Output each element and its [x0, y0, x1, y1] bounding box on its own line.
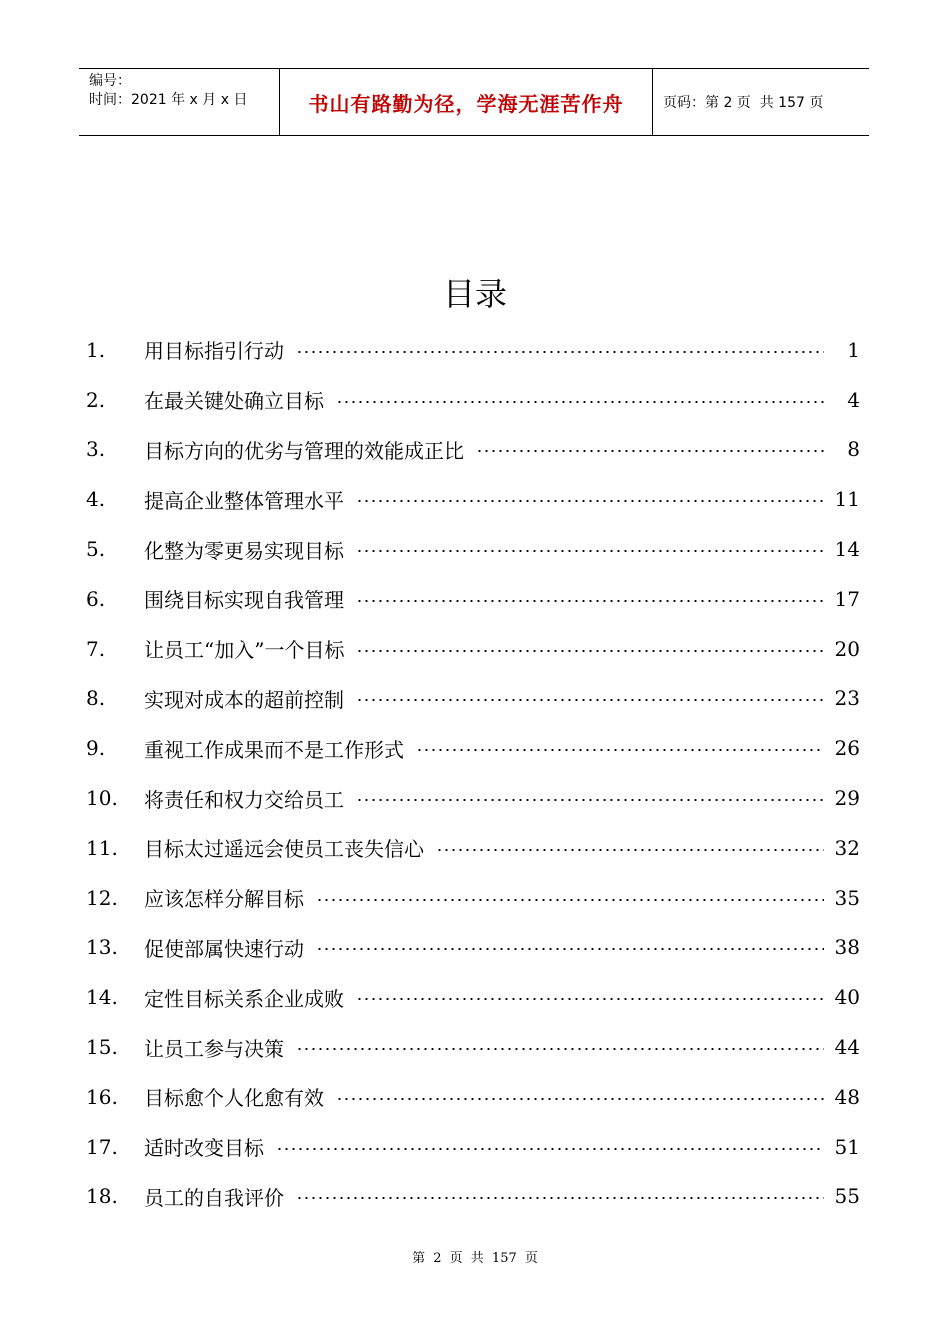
toc-entry-page: 29: [834, 786, 860, 811]
toc-entry-page: 32: [834, 835, 860, 860]
toc-entry-title: 定性目标关系企业成败: [144, 986, 344, 1011]
toc-entry[interactable]: [86, 325, 860, 375]
toc-entry-title: 提高企业整体管理水平: [144, 488, 344, 513]
toc-entry-number: 4.: [86, 487, 106, 512]
toc-title: 目录: [442, 275, 507, 313]
header-motto: 书山有路勤为径，学海无涯苦作舟: [280, 69, 653, 135]
page-footer: 第 2 页 共 157 页: [412, 1251, 538, 1266]
toc-leader-dots: [336, 401, 824, 403]
toc-entry-page: 48: [834, 1084, 860, 1109]
toc-entry[interactable]: [86, 375, 860, 425]
toc-entry-number: 11.: [86, 835, 118, 860]
toc-entry-number: 13.: [86, 935, 118, 960]
toc-entry-title: 化整为零更易实现目标: [144, 538, 344, 563]
toc-entry-number: 3.: [86, 437, 106, 462]
toc-entry[interactable]: [86, 723, 860, 773]
document-time-label: 时间：2021 年 x 月 x 日: [89, 92, 248, 108]
toc-entry-number: 8.: [86, 686, 106, 711]
toc-entry-page: 51: [834, 1134, 860, 1159]
toc-entry-number: 6.: [86, 586, 106, 611]
toc-entry-number: 10.: [86, 786, 118, 811]
toc-entry[interactable]: [86, 1122, 860, 1172]
toc-entry[interactable]: [86, 1022, 860, 1072]
toc-entry-page: 4: [847, 387, 860, 412]
toc-entry[interactable]: [86, 823, 860, 873]
toc-entry-page: 23: [834, 686, 860, 711]
toc-entry-title: 目标太过遥远会使员工丧失信心: [144, 837, 424, 862]
toc-entry[interactable]: [86, 972, 860, 1022]
toc-entry-page: 11: [834, 487, 860, 512]
toc-entry-number: 17.: [86, 1134, 118, 1159]
toc-entry-title: 应该怎样分解目标: [144, 887, 304, 912]
toc-leader-dots: [336, 1098, 824, 1100]
table-of-contents: [86, 325, 860, 1221]
toc-leader-dots: [316, 948, 824, 950]
toc-entry-number: 12.: [86, 885, 118, 910]
toc-leader-dots: [436, 849, 824, 851]
toc-entry-number: 1.: [86, 337, 106, 362]
toc-entry-number: 16.: [86, 1084, 118, 1109]
toc-leader-dots: [356, 699, 824, 701]
toc-entry-page: 17: [834, 586, 860, 611]
toc-entry[interactable]: [86, 574, 860, 624]
toc-leader-dots: [416, 749, 824, 751]
toc-leader-dots: [356, 500, 824, 502]
toc-entry-page: 40: [834, 985, 860, 1010]
toc-leader-dots: [356, 650, 824, 652]
toc-leader-dots: [296, 1197, 824, 1199]
toc-entry[interactable]: [86, 923, 860, 973]
toc-entry-page: 26: [834, 736, 860, 761]
toc-leader-dots: [356, 550, 824, 552]
toc-entry-number: 9.: [86, 736, 106, 761]
toc-entry-title: 让员工“加入”一个目标: [144, 638, 345, 663]
toc-entry-number: 2.: [86, 387, 106, 412]
toc-entry-page: 44: [834, 1035, 860, 1060]
page-header: [79, 68, 869, 136]
toc-leader-dots: [356, 998, 824, 1000]
toc-leader-dots: [476, 450, 824, 452]
toc-entry-title: 适时改变目标: [144, 1136, 264, 1161]
toc-entry[interactable]: [86, 524, 860, 574]
toc-entry[interactable]: [86, 873, 860, 923]
toc-leader-dots: [296, 1048, 824, 1050]
toc-entry[interactable]: [86, 674, 860, 724]
toc-leader-dots: [296, 351, 824, 353]
toc-entry[interactable]: [86, 1072, 860, 1122]
toc-entry-number: 18.: [86, 1184, 118, 1209]
toc-entry-page: 8: [847, 437, 860, 462]
toc-entry[interactable]: [86, 1172, 860, 1222]
toc-entry-number: 5.: [86, 537, 106, 562]
header-page-label: 页码：第 2 页 共 157 页: [663, 95, 824, 111]
toc-entry-title: 实现对成本的超前控制: [144, 687, 344, 712]
toc-entry-page: 38: [834, 935, 860, 960]
toc-entry-title: 在最关键处确立目标: [144, 389, 324, 414]
toc-entry-page: 35: [834, 885, 860, 910]
toc-entry-title: 用目标指引行动: [144, 339, 284, 364]
toc-entry[interactable]: [86, 425, 860, 475]
toc-entry-number: 14.: [86, 985, 118, 1010]
toc-entry[interactable]: [86, 624, 860, 674]
toc-entry-number: 15.: [86, 1035, 118, 1060]
toc-entry-number: 7.: [86, 636, 106, 661]
toc-leader-dots: [316, 899, 824, 901]
toc-entry-title: 目标愈个人化愈有效: [144, 1086, 324, 1111]
toc-entry-title: 将责任和权力交给员工: [144, 787, 344, 812]
toc-entry-title: 让员工参与决策: [144, 1036, 284, 1061]
toc-entry-title: 围绕目标实现自我管理: [144, 588, 344, 613]
toc-entry-title: 目标方向的优劣与管理的效能成正比: [144, 438, 464, 463]
document-code-label: 编号：: [89, 73, 131, 89]
toc-leader-dots: [356, 799, 824, 801]
header-info-cell: [79, 69, 280, 135]
header-page-cell: [653, 69, 869, 135]
toc-entry-page: 14: [834, 537, 860, 562]
toc-entry-title: 促使部属快速行动: [144, 936, 304, 961]
toc-entry-page: 1: [847, 337, 860, 362]
toc-entry[interactable]: [86, 773, 860, 823]
toc-leader-dots: [356, 600, 824, 602]
toc-entry-title: 重视工作成果而不是工作形式: [144, 737, 404, 762]
toc-entry-page: 20: [834, 636, 860, 661]
toc-leader-dots: [276, 1148, 824, 1150]
toc-entry-page: 55: [834, 1184, 860, 1209]
toc-entry-title: 员工的自我评价: [144, 1185, 284, 1210]
toc-entry[interactable]: [86, 474, 860, 524]
